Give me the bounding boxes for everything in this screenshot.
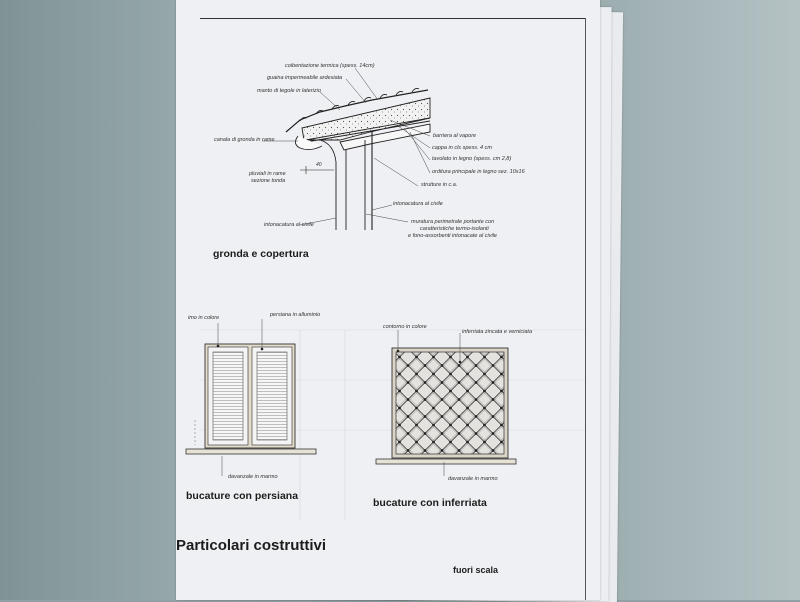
label-manto: manto di tegole in laterizio	[257, 88, 321, 94]
label-barriera: barriera al vapore	[433, 133, 477, 139]
label-muratura-3: e fono-assorbenti intonacate al civile	[408, 233, 497, 239]
label-dimension: 40	[316, 162, 322, 168]
label-coibentazione: coibentazione termica (spess. 14cm)	[285, 63, 375, 69]
scale-note: fuori scala	[453, 565, 499, 575]
label-intonacatura-right: intonacatura al civile	[393, 201, 443, 207]
label-davanzale-shutter: davanzale in marmo	[228, 474, 278, 480]
leader-dot	[217, 345, 220, 348]
shutter-window-drawing	[186, 344, 316, 454]
caption-roof: gronda e copertura	[213, 248, 309, 260]
leader-dot	[459, 361, 462, 364]
label-color-frame: imo in colore	[188, 315, 220, 321]
label-pluviali-sezione: sezione tonda	[251, 178, 286, 184]
label-pluviali: pluviali in rame	[249, 171, 286, 177]
label-canala: canala di gronda in rame	[214, 137, 275, 143]
label-guaina: guaina impermeabile ardesiata	[267, 75, 343, 81]
page-title: Particolari costruttivi	[176, 537, 327, 554]
label-contorno: contorno in colore	[383, 324, 427, 330]
label-persiana: persiana in alluminio	[270, 312, 321, 318]
grille-window-drawing	[376, 348, 516, 464]
label-orditura: orditura principale in legno sez. 10x16	[432, 169, 525, 175]
caption-shutter: bucature con persiana	[186, 490, 299, 502]
roof-section-drawing	[286, 88, 430, 230]
caption-grille: bucature con inferriata	[373, 497, 487, 509]
leader-dot	[397, 350, 400, 353]
label-muratura-2: caratteristiche termo-isolanti	[420, 226, 489, 232]
label-muratura-1: muratura perimetrale portante con	[411, 219, 495, 225]
label-tavolato: tavolato in legno (spess. cm 2,8)	[432, 156, 512, 162]
label-strutture: strutture in c.a.	[421, 182, 458, 188]
leader-dot	[261, 348, 264, 351]
label-inferriata: inferriata zincata e verniciata	[462, 329, 533, 335]
label-davanzale-grille: davanzale in marmo	[448, 476, 498, 482]
label-cappa: cappa in cls spess. 4 cm	[432, 145, 492, 151]
label-intonacatura-left: intonacatura al civile	[264, 222, 314, 228]
